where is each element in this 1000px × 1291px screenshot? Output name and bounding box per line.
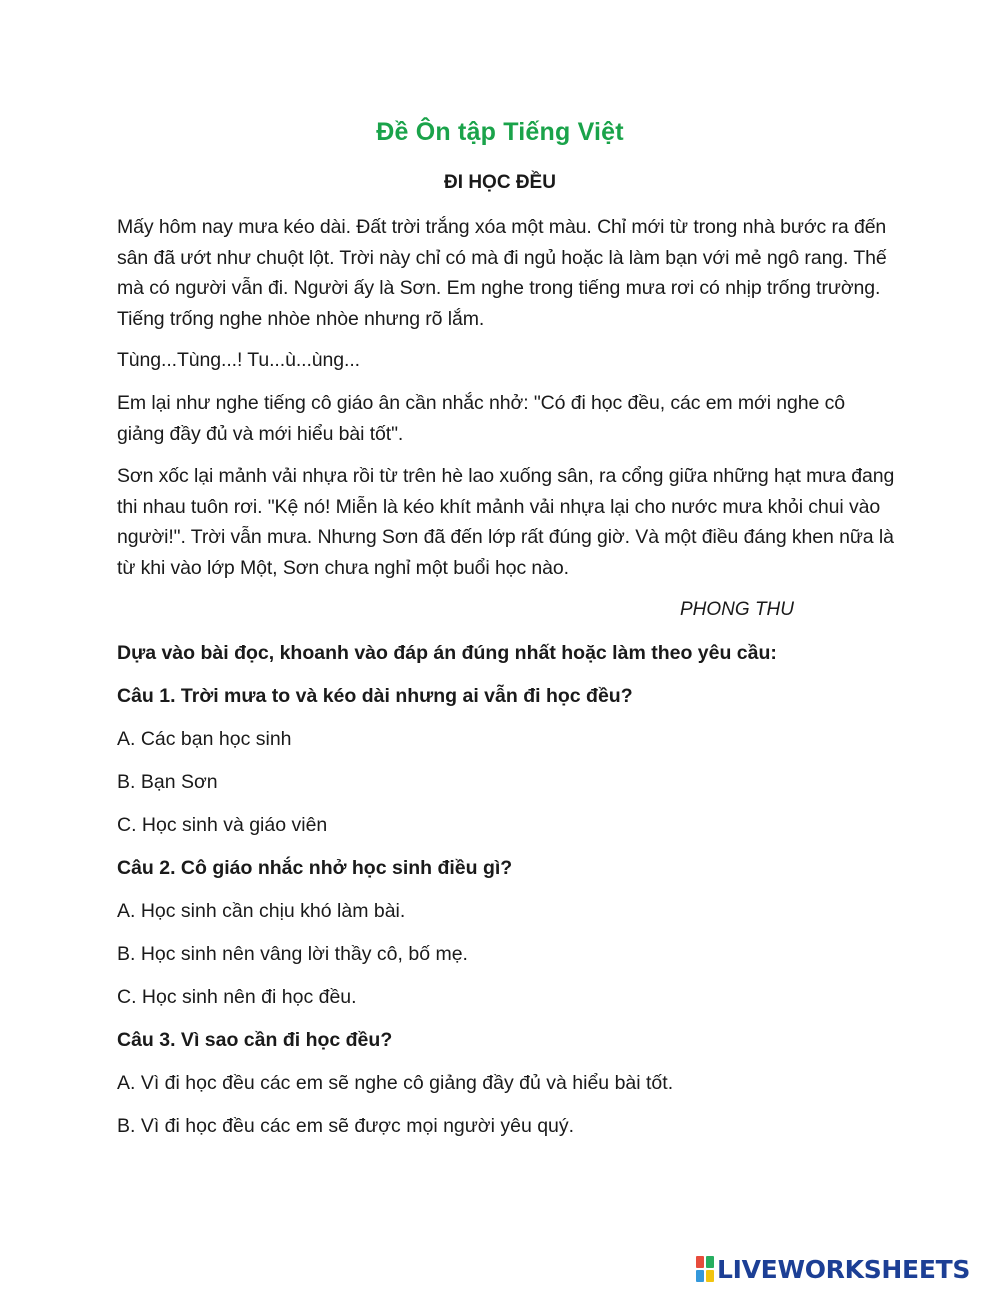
passage-paragraph-1: Mấy hôm nay mưa kéo dài. Đất trời trắng xóa một màu. Chỉ mới từ trong nhà bước ra đến sân đã ướt như chuột lột. Trời này chỉ có mà đi ngủ hoặc là làm bạn với mẻ ngô rang. Thế mà có người vẫn đi. Người ấy là Sơn. Em nghe trong tiếng mưa rơi có nhịp trống trường. Tiếng trống nghe nhòe nhòe nhưng rõ lắm.: [117, 216, 887, 330]
passage-paragraph-4: Sơn xốc lại mảnh vải nhựa rồi từ trên hè lao xuống sân, ra cổng giữa những hạt mưa đang thi nhau tuôn rơi. "Kệ nó! Miễn là kéo khít mảnh vải nhựa lại cho nước mưa khỏi chui vào người!". Trời vẫn mưa. Nhưng Sơn đã đến lớp rất đúng giờ. Và một điều đáng khen nữa là từ khi vào lớp Một, Sơn chưa nghỉ một buổi học nào.: [117, 465, 895, 579]
logo-mark-icon: [696, 1256, 714, 1282]
question-3-option-a: A. Vì đi học đều các em sẽ nghe cô giảng đầy đủ và hiểu bài tốt.: [117, 1072, 674, 1094]
question-2-option-c: C. Học sinh nên đi học đều.: [117, 986, 357, 1008]
logo-mark-green: [706, 1256, 714, 1268]
question-1-option-c: C. Học sinh và giáo viên: [117, 814, 328, 836]
liveworksheets-logo: [696, 1254, 970, 1284]
passage-paragraph-3: Em lại như nghe tiếng cô giáo ân cần nhắc nhở: "Có đi học đều, các em mới nghe cô giảng đầy đủ và mới hiểu bài tốt".: [117, 392, 845, 445]
logo-mark-blue: [696, 1270, 704, 1282]
question-1-prompt: Câu 1. Trời mưa to và kéo dài nhưng ai vẫn đi học đều?: [117, 685, 633, 707]
passage-title: ĐI HỌC ĐỀU: [444, 172, 556, 193]
page-title: Đề Ôn tập Tiếng Việt: [376, 118, 624, 146]
logo-mark-red: [696, 1256, 704, 1268]
logo-mark-yellow: [706, 1270, 714, 1282]
question-2-option-b: B. Học sinh nên vâng lời thầy cô, bố mẹ.: [117, 943, 468, 965]
question-2-option-a: A. Học sinh cần chịu khó làm bài.: [117, 900, 406, 922]
question-1-option-a: A. Các bạn học sinh: [117, 728, 292, 750]
passage-author: PHONG THU: [680, 599, 794, 620]
question-3-option-b: B. Vì đi học đều các em sẽ được mọi người yêu quý.: [117, 1115, 575, 1137]
logo-text: LIVEWORKSHEETS: [717, 1254, 971, 1284]
question-2-prompt: Câu 2. Cô giáo nhắc nhở học sinh điều gì?: [117, 857, 513, 879]
instructions: Dựa vào bài đọc, khoanh vào đáp án đúng nhất hoặc làm theo yêu cầu:: [117, 642, 777, 664]
passage-paragraph-2: Tùng...Tùng...! Tu...ù...ùng...: [117, 349, 360, 371]
question-3-prompt: Câu 3. Vì sao cần đi học đều?: [117, 1029, 393, 1051]
question-1-option-b: B. Bạn Sơn: [117, 771, 218, 793]
